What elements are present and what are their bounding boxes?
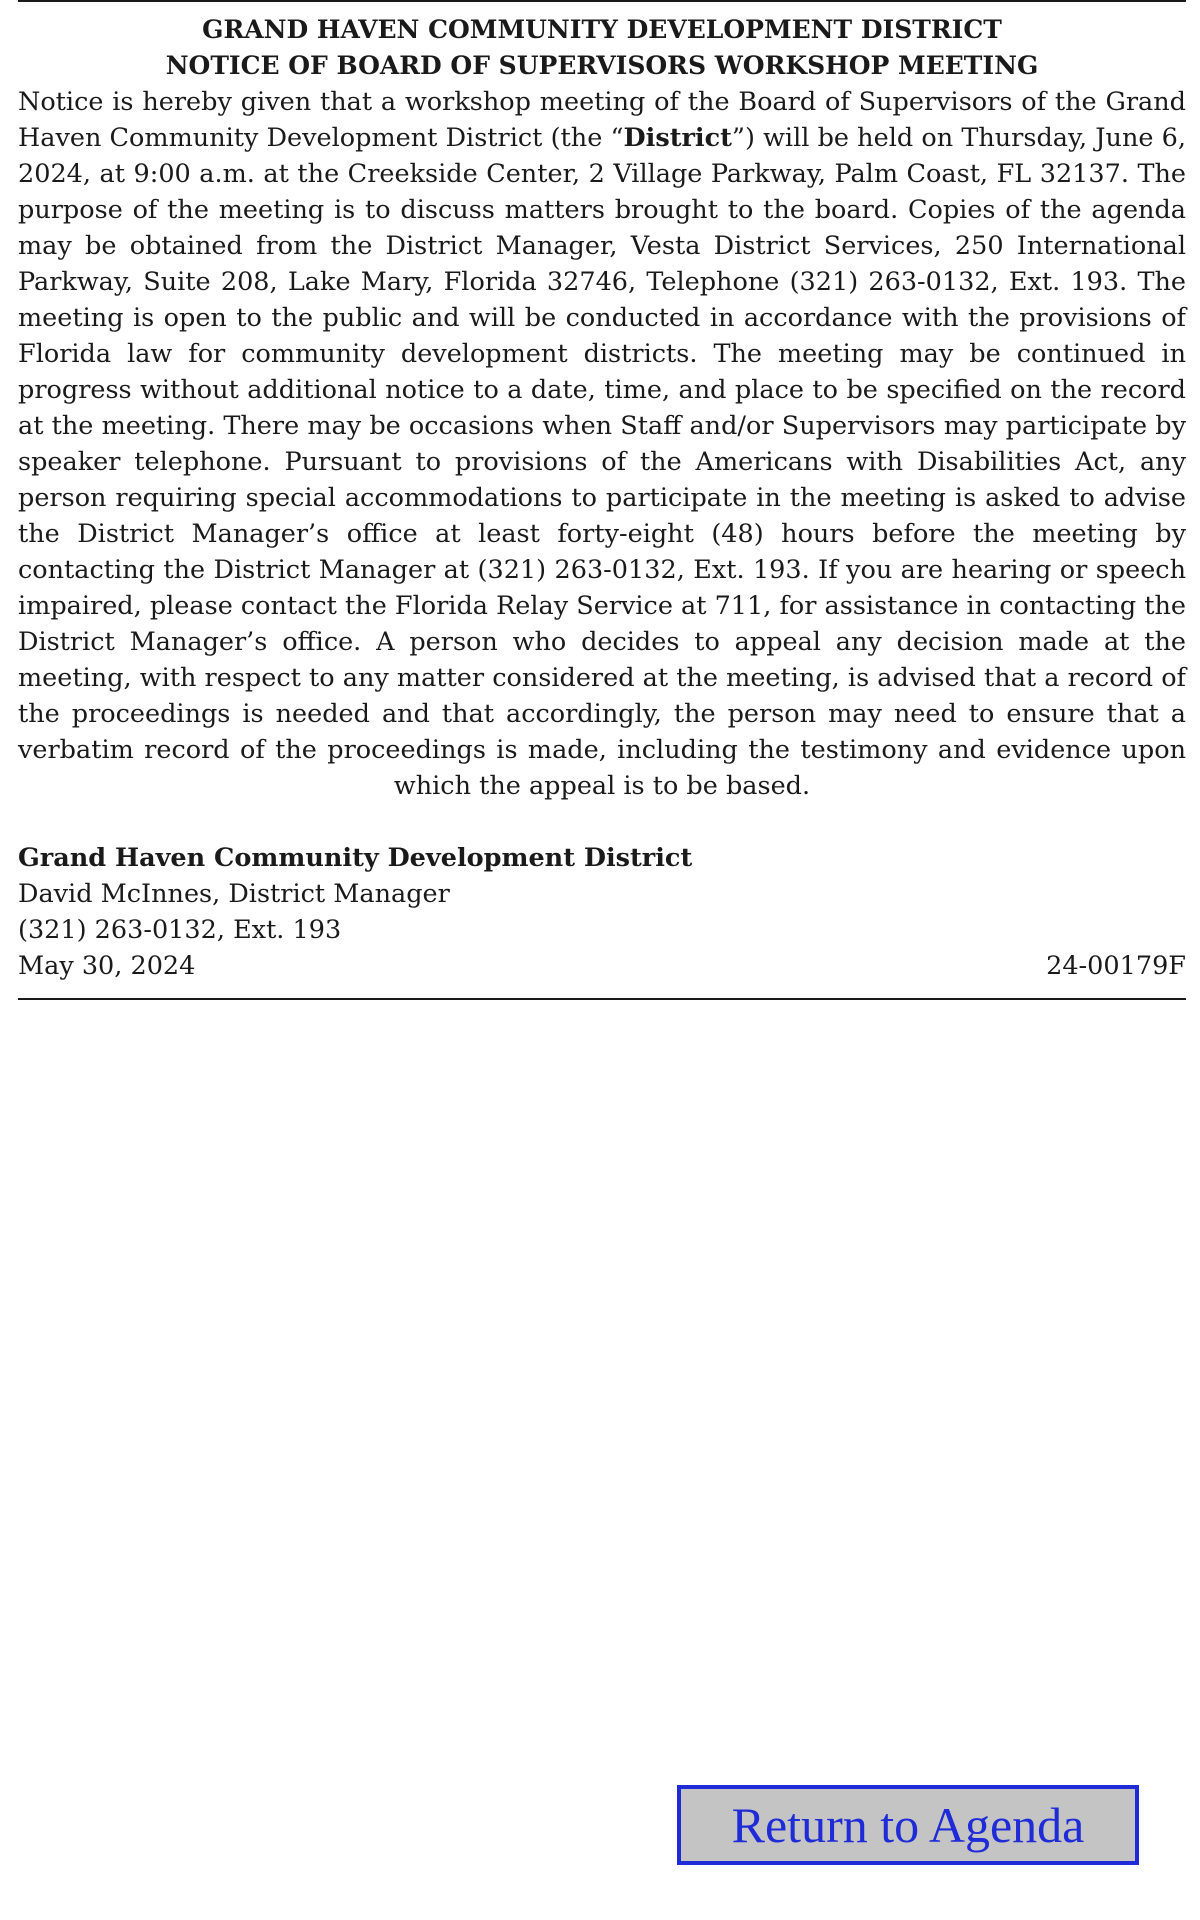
- notice-body-part1: Notice is hereby given that a workshop meeting of the Board of Supervisors of the Grand Haven Community Development District (the “: [18, 87, 1186, 153]
- legal-notice: [18, 0, 1186, 1000]
- notice-title-meeting: NOTICE OF BOARD OF SUPERVISORS WORKSHOP MEETING: [165, 51, 1039, 80]
- notice-body-district: District: [623, 123, 732, 153]
- bottom-rule: [18, 998, 1186, 1000]
- top-rule: [18, 0, 1186, 2]
- notice-body: [18, 84, 1186, 804]
- notice-body-part2: ”) will be held on Thursday, June 6, 2024, at 9:00 a.m. at the Creekside Center, 2 Village Parkway, Palm Coast, FL 32137. The purpose of the meeting is to discuss matters brought to the board. Copies of the agenda may be obtained from the District Manager, Vesta District Services, 250 International Parkway, Suite 208, Lake Mary, Florida 32746, Telephone (321) 263-0132, Ext. 193. The meeting is open to the public and will be conducted in accordance with the provisions of Florida law for community development districts. The meeting may be continued in progress without additional notice to a date, time, and place to be specified on the record at the meeting. There may be occasions when Staff and/or Supervisors may participate by speaker telephone. Pursuant to provisions of the Americans with Disabilities Act, any person requiring special accommodations to participate in the meeting is asked to advise the District Manager’s office at least forty-eight (48) hours before the meeting by contacting the District Manager at (321) 263-0132, Ext. 193. If you are hearing or speech impaired, please contact the Florida Relay Service at 711, for assistance in contacting the District Manager’s office. A person who decides to appeal any decision made at the meeting, with respect to any matter considered at the meeting, is advised that a record of the proceedings is needed and that accordingly, the person may need to ensure that a verbatim record of the proceedings is made, including the testimony and evidence upon which the appeal is to be based.: [18, 123, 1187, 801]
- signature-date: May 30, 2024: [18, 951, 196, 981]
- return-to-agenda-button[interactable]: Return to Agenda: [677, 1785, 1139, 1865]
- signature-manager: David McInnes, District Manager: [18, 879, 450, 909]
- signature-date-row: [18, 948, 1186, 984]
- signature-phone: (321) 263-0132, Ext. 193: [18, 915, 342, 945]
- notice-reference-number: 24-00179F: [1046, 951, 1186, 981]
- signature-block: [18, 840, 1186, 984]
- notice-title-district: GRAND HAVEN COMMUNITY DEVELOPMENT DISTRICT: [202, 15, 1002, 44]
- signature-organization: Grand Haven Community Development District: [18, 843, 693, 873]
